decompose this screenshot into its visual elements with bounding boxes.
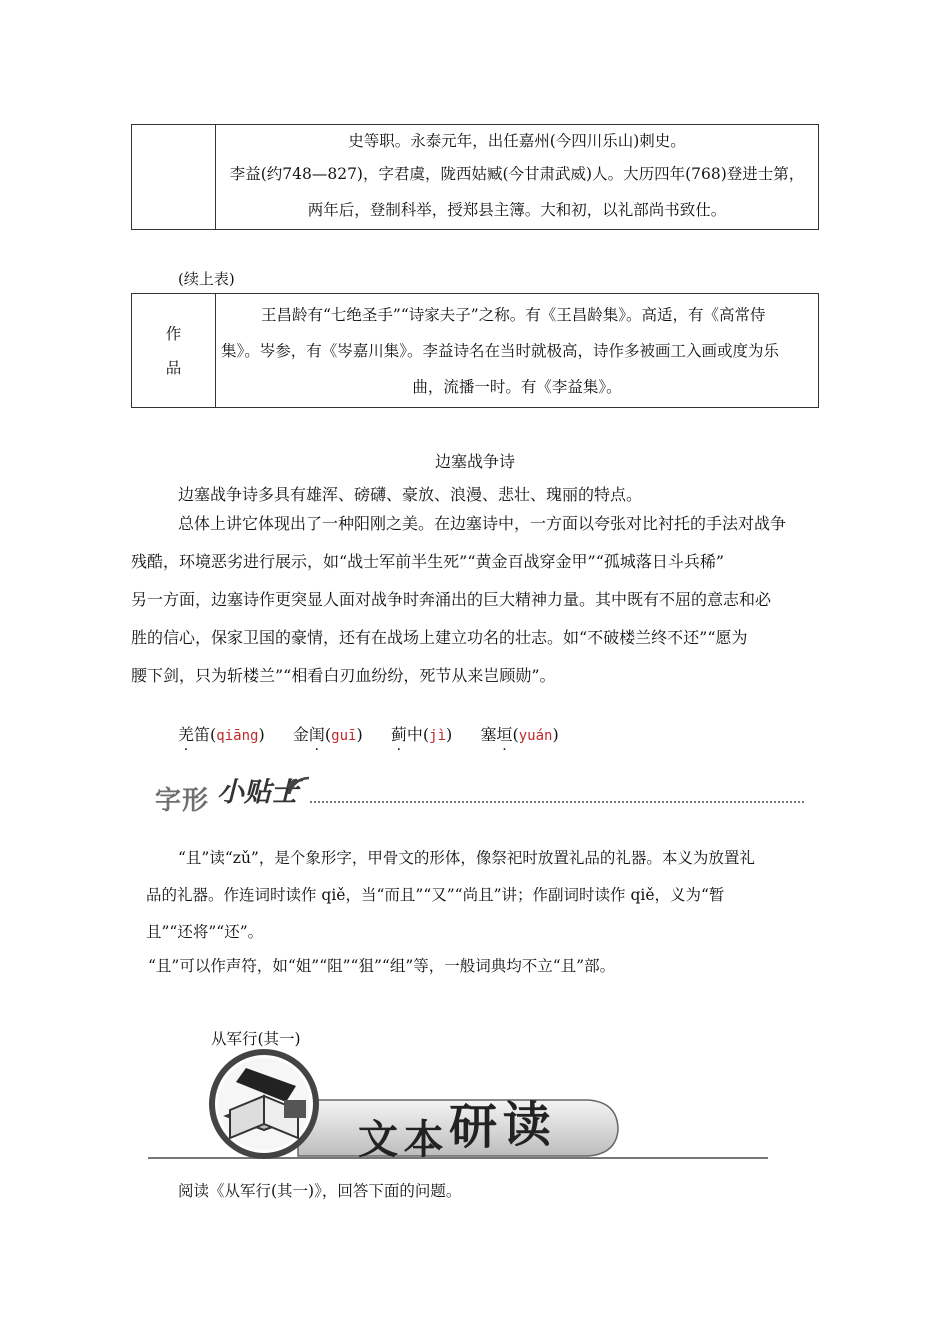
paragraph-2-line-3: 另一方面，边塞诗作更突显人面对战争时奔涌出的巨大精神力量。其中既有不屈的意志和必 xyxy=(131,590,772,609)
tip-line-3: 且”“还将”“还”。 xyxy=(146,923,264,941)
banner-title-part2: 小贴士 xyxy=(217,777,298,808)
banner-char-1: 文 xyxy=(358,1116,398,1163)
continue-label: (续上表) xyxy=(178,270,235,288)
text-study-banner xyxy=(148,1050,768,1165)
glyph-tips-banner xyxy=(155,768,815,814)
section-title: 边塞战争诗 xyxy=(434,452,515,471)
works-table xyxy=(131,293,819,408)
works-line-3: 曲，流播一时。有《李益集》。 xyxy=(412,377,622,396)
bio-line-1: 史等职。永泰元年，出任嘉州(今四川乐山)刺史。 xyxy=(348,132,686,150)
bio-table-content-cell xyxy=(216,125,819,230)
poem-label: 从军行(其一) xyxy=(211,1030,301,1048)
paragraph-2-line-1: 总体上讲它体现出了一种阳刚之美。在边塞诗中，一方面以夸张对比衬托的手法对战争 xyxy=(178,514,787,533)
paragraph-2 xyxy=(131,505,831,695)
banner-title-part1: 字形 xyxy=(155,786,210,816)
works-line-2: 集》。岑参，有《岑嘉川集》。李益诗名在当时就极高，诗作多被画工入画或度为乐 xyxy=(221,341,780,360)
works-table-content-cell xyxy=(216,294,819,408)
tip-line-4: “且”可以作声符，如“姐”“阻”“狙”“组”等，一般词典均不立“且”部。 xyxy=(148,957,616,975)
paragraph-2-line-4: 胜的信心，保家卫国的豪情，还有在战场上建立功名的壮志。如“不破楼兰终不还”“愿为 xyxy=(131,628,748,647)
works-line-1: 王昌龄有“七绝圣手”“诗家夫子”之称。有《王昌龄集》。高适，有《高常侍 xyxy=(261,305,766,324)
pinyin-4: yuán xyxy=(518,728,553,744)
paragraph-2-line-5: 腰下剑，只为斩楼兰”“相看白刃血纷纷，死节从来岂顾勋”。 xyxy=(131,666,556,685)
book-icon xyxy=(206,1046,326,1161)
pinyin-item-4: 塞垣(yuán) xyxy=(480,725,559,744)
tip-line-1: “且”读“zǔ”，是个象形字，甲骨文的形体，像祭祀时放置礼品的礼器。本义为放置礼 xyxy=(178,849,755,867)
banner-title xyxy=(358,1098,551,1167)
banner-char-2: 本 xyxy=(403,1116,444,1163)
reading-instruction: 阅读《从军行(其一)》，回答下面的问题。 xyxy=(178,1182,462,1200)
signal-waves-icon xyxy=(285,768,311,794)
banner-char-3: 研 xyxy=(449,1099,498,1155)
tip-line-2: 品的礼器。作连词时读作 qiě，当“而且”“又”“尚且”讲；作副词时读作 qiě，义为“暂 xyxy=(146,886,725,904)
paragraph-1: 边塞战争诗多具有雄浑、磅礴、豪放、浪漫、悲壮、瑰丽的特点。 xyxy=(178,485,643,504)
works-table-header-cell xyxy=(132,294,216,408)
works-header-bottom: 品 xyxy=(165,358,182,377)
pinyin-line xyxy=(178,722,559,745)
pinyin-3: jì xyxy=(429,728,447,744)
pinyin-2: guī xyxy=(331,728,357,744)
bio-line-3: 两年后，登制科举，授郑县主簿。大和初，以礼部尚书致仕。 xyxy=(307,201,727,219)
works-header-top: 作 xyxy=(165,324,182,343)
pinyin-item-3: 蓟中(jì) xyxy=(390,725,453,744)
bio-table xyxy=(131,124,819,230)
paragraph-2-line-2: 残酷，环境恶劣进行展示，如“战士军前半生死”“黄金百战穿金甲”“孤城落日斗兵稀” xyxy=(131,552,725,571)
banner-char-4: 读 xyxy=(502,1097,551,1153)
bio-table-header-cell xyxy=(132,125,216,230)
banner-dotted-rule xyxy=(310,801,804,803)
pinyin-item-1: 羌笛(qiāng) xyxy=(178,725,265,744)
bio-line-2: 李益(约748—827)，字君虞，陇西姑臧(今甘肃武威)人。大历四年(768)登进士第， xyxy=(229,165,805,183)
tip-paragraph xyxy=(146,840,826,981)
pinyin-1: qiāng xyxy=(216,728,259,744)
pinyin-item-2: 金闺(guī) xyxy=(292,725,363,744)
